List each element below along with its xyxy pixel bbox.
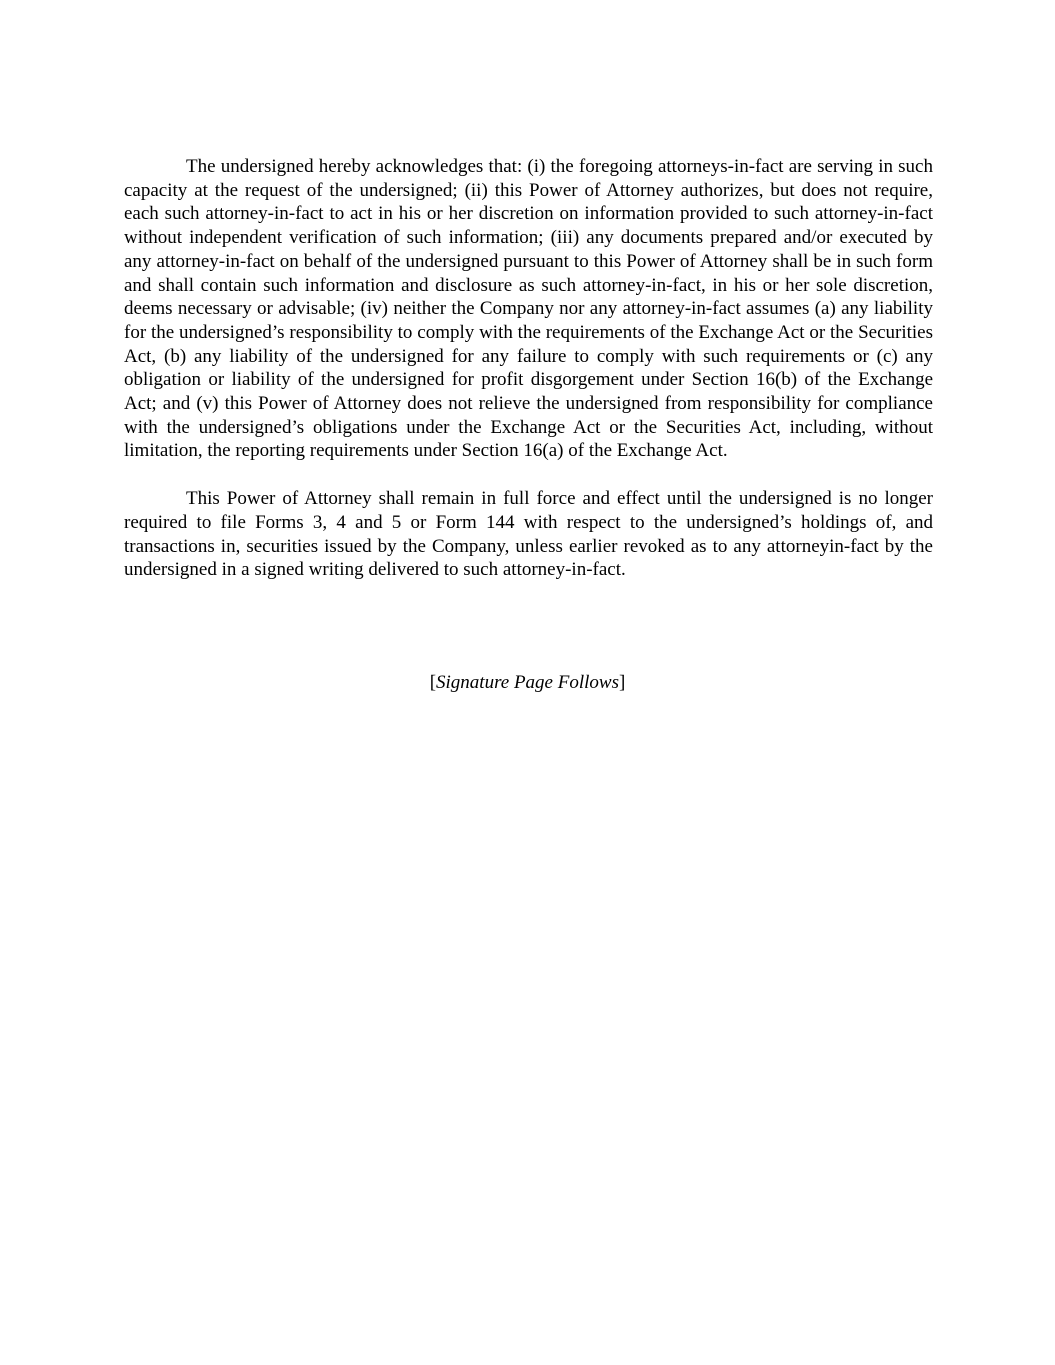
signature-note-text: Signature Page Follows	[436, 672, 619, 693]
paragraph-term: This Power of Attorney shall remain in full force and effect until the undersigned is no longer required to file Forms 3, 4 and 5 or Form 144 with respect to the undersigned’s holdings of, and transactions in, securities issued by the Company, unless earlier revoked as to any attorneyin-fact by the undersigned in a signed writing delivered to such attorney-in-fact.	[124, 488, 933, 581]
document-body	[124, 155, 933, 606]
close-bracket: ]	[618, 672, 626, 693]
paragraph-acknowledgement: The undersigned hereby acknowledges that: (i) the foregoing attorneys-in-fact are serving in such capacity at the request of the undersigned; (ii) this Power of Attorney authorizes, but does not require, each such attorney-in-fact to act in his or her discretion on information provided to such attorney-in-fact without independent verification of such information; (iii) any documents prepared and/or executed by any attorney-in-fact on behalf of the undersigned pursuant to this Power of Attorney shall be in such form and shall contain such information and disclosure as such attorney-in-fact, in his or her sole discretion, deems necessary or advisable; (iv) neither the Company nor any attorney-in-fact assumes (a) any liability for the undersigned’s responsibility to comply with the requirements of the Exchange Act or the Securities Act, (b) any liability of the undersigned for any failure to comply with such requirements or (c) any obligation or liability of the undersigned for profit disgorgement under Section 16(b) of the Exchange Act; and (v) this Power of Attorney does not relieve the undersigned from responsibility for compliance with the undersigned’s obligations under the Exchange Act or the Securities Act, including, without limitation, the reporting requirements under Section 16(a) of the Exchange Act.	[124, 156, 933, 462]
signature-page-follows-note	[0, 671, 1055, 695]
open-bracket: [	[429, 672, 437, 693]
